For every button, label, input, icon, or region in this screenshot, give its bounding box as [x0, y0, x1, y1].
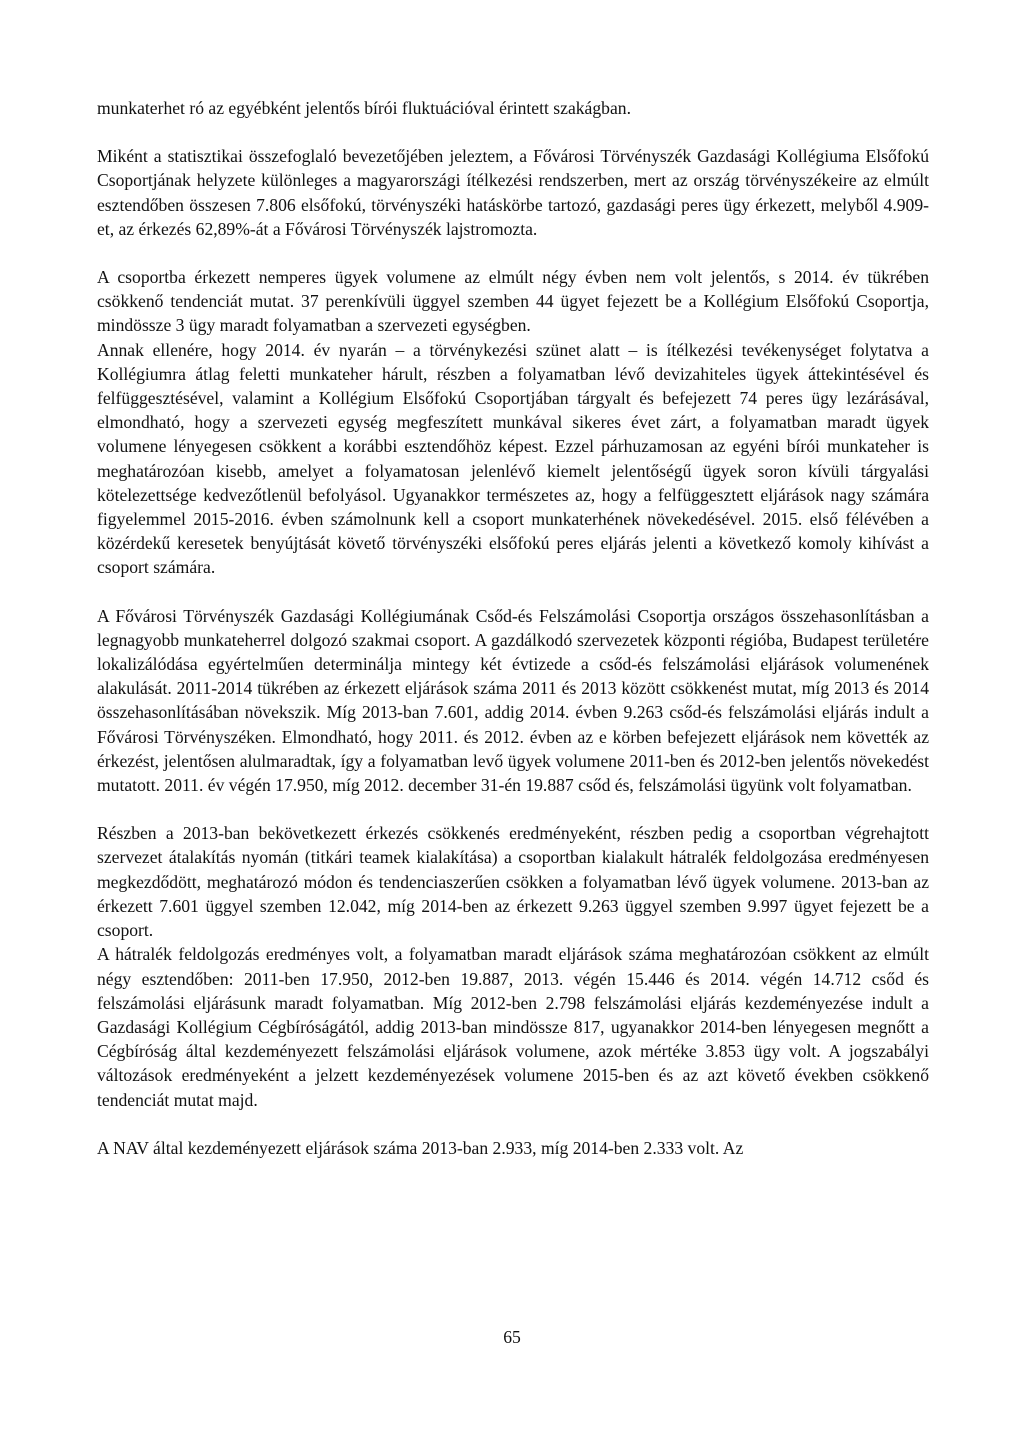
paragraph-gap	[97, 797, 929, 821]
paragraph-gap	[97, 241, 929, 265]
paragraph-nonlitigious-cases: A csoportba érkezett nemperes ügyek volumene az elmúlt négy évben nem volt jelentős, s 2014. év tükrében csökkenő tendenciát mutat. 37 perenkívüli üggyel szemben 44 ügyet fejezett be a Kollégium Elsőfokú Csoportja, mindössze 3 ügy maradt folyamatban a szervezeti egységben.	[97, 267, 929, 336]
paragraph-gap	[97, 580, 929, 604]
paragraph-nav-proceedings: A NAV által kezdeményezett eljárások száma 2013-ban 2.933, míg 2014-ben 2.333 volt. Az	[97, 1137, 744, 1158]
paragraph-gap	[97, 1112, 929, 1136]
page-number: 65	[503, 1327, 521, 1347]
paragraph-insolvency-group: A Fővárosi Törvényszék Gazdasági Kollégiumának Csőd-és Felszámolási Csoportja országos összehasonlításban a legnagyobb munkateherrel dolgozó szakmai csoport. A gazdálkodó szervezetek központi régióba, Budapest területére lokalizálódása egyértelműen determinálja mintegy két évtizede a csőd-és felszámolási eljárások volumenének alakulását. 2011-2014 tükrében az érkezett eljárások száma 2011 és 2013 között csökkenést mutat, míg 2013 és 2014 összehasonlításában növekszik. Míg 2013-ban 7.601, addig 2014. évben 9.263 csőd-és felszámolási eljárás indult a Fővárosi Törvényszéken. Elmondható, hogy 2011. és 2012. évben az e körben befejezett eljárások nem követték az érkezést, jelentősen alulmaradtak, így a folyamatban levő ügyek volumene 2011-ben és 2012-ben jelentős növekedést mutatott. 2011. év végén 17.950, míg 2012. december 31-én 19.887 csőd és, felszámolási ügyünk volt folyamatban.	[97, 605, 929, 796]
document-body	[97, 96, 929, 1160]
paragraph-statistics-intro: Miként a statisztikai összefoglaló bevezetőjében jeleztem, a Fővárosi Törvényszék Gazdasági Kollégiuma Elsőfokú Csoportjának helyzete különleges a magyarországi ítélkezési rendszerben, mert az ország törvényszékeire az elmúlt esztendőben összesen 7.806 elsőfokú, törvényszéki hatáskörbe tartozó, gazdasági peres ügy érkezett, melyből 4.909-et, az érkezés 62,89%-át a Fővárosi Törvényszék lajstromozta.	[97, 146, 929, 239]
paragraph-backlog-results: A hátralék feldolgozás eredményes volt, a folyamatban maradt eljárások száma meghatározóan csökkent az elmúlt négy esztendőben: 2011-ben 17.950, 2012-ben 19.887, 2013. végén 15.446 és 2014. végén 14.712 csőd és felszámolási eljárásunk maradt folyamatban. Míg 2012-ben 2.798 felszámolási eljárás kezdeményezése indult a Gazdasági Kollégium Cégbíróságától, addig 2013-ban mindössze 817, ugyanakkor 2014-ben lényegesen megnőtt a Cégbíróság által kezdeményezett felszámolási eljárások volumene, azok mértéke 3.853 ügy volt. A jogszabályi változások eredményeként a jelzett kezdeményezések volumene 2015-ben és az azt követő években csökkenő tendenciát mutat majd.	[97, 944, 929, 1110]
paragraph-backlog-reduction: Részben a 2013-ban bekövetkezett érkezés csökkenés eredményeként, részben pedig a csoportban végrehajtott szervezet átalakítás nyomán (titkári teamek kialakítása) a csoportban kialakult hátralék feldolgozása eredményesen megkezdődött, meghatározó módon és tendenciaszerűen csökken a folyamatban lévő ügyek volumene. 2013-ban az érkezett 7.601 üggyel szemben 12.042, míg 2014-ben az érkezett 9.263 üggyel szemben 9.997 ügyet fejezett be a csoport.	[97, 823, 929, 941]
paragraph-workload: Annak ellenére, hogy 2014. év nyarán – a törvénykezési szünet alatt – is ítélkezési tevékenységet folytatva a Kollégiumra átlag feletti munkateher hárult, részben a folyamatban lévő devizahiteles ügyek áttekintésével és felfüggesztésével, valamint a Kollégium Elsőfokú Csoportjában tárgyalt és befejezett 74 peres ügy lezárásával, elmondható, hogy a szervezeti egység megfeszített munkával sikeres évet zárt, a folyamatban maradt ügyek volumene lényegesen csökkent a korábbi esztendőhöz képest. Ezzel párhuzamosan az egyéni bírói munkateher is meghatározóan kisebb, amelyet a folyamatosan jelenlévő kiemelt jelentőségű ügyek soron kívüli tárgyalási kötelezettsége kedvezőtlenül befolyásol. Ugyanakkor természetes az, hogy a felfüggesztett eljárások nagy számára figyelemmel 2015-2016. évben számolnunk kell a csoport munkaterhének növekedésével. 2015. első félévében a közérdekű keresetek benyújtását követő törvényszéki elsőfokú peres eljárás jelenti a következő komoly kihívást a csoport számára.	[97, 339, 929, 578]
paragraph-continuation: munkaterhet ró az egyébként jelentős bírói fluktuációval érintett szakágban.	[97, 98, 631, 118]
paragraph-gap	[97, 120, 929, 144]
